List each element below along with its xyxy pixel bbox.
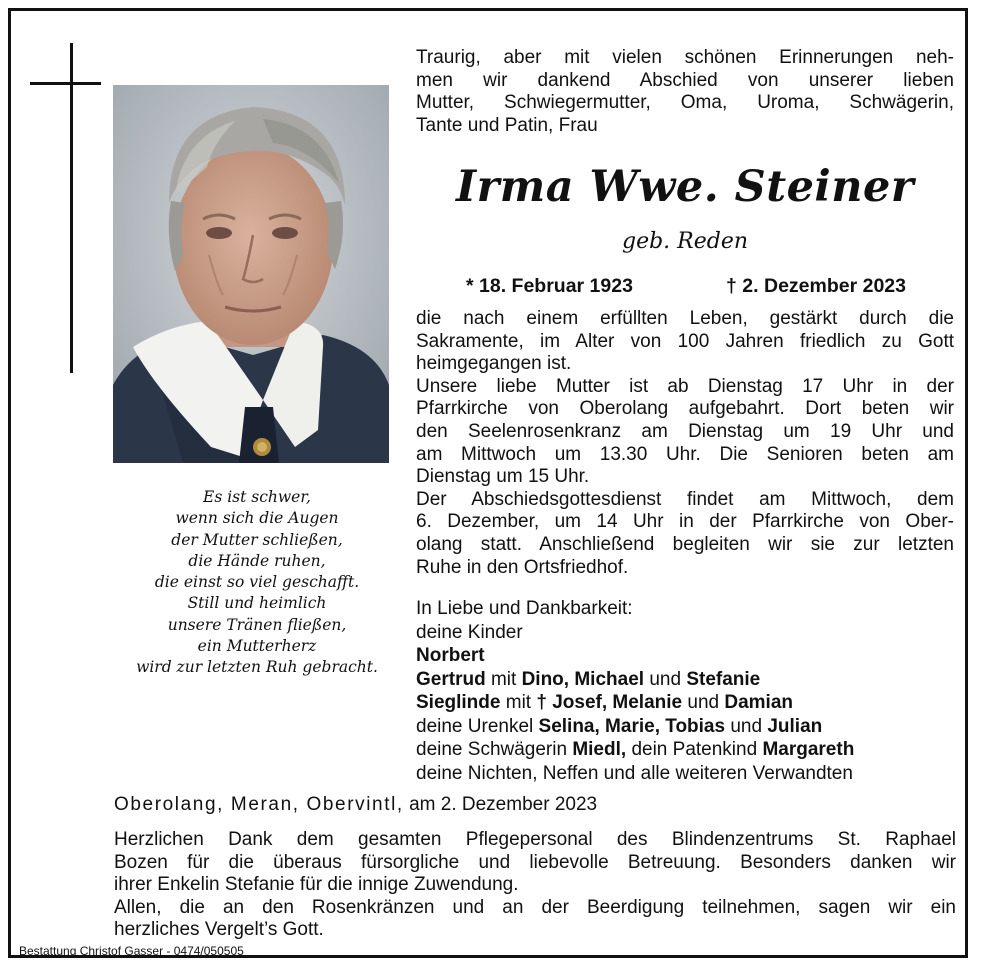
body-line: Pfarrkirche von Oberolang aufgebahrt. Dort beten wir (416, 398, 954, 420)
mourner-name: Gertrud (416, 668, 486, 690)
mourner-name: Damian (724, 692, 793, 713)
life-dates (466, 273, 906, 299)
mourners-list (416, 597, 954, 785)
announcement-text (416, 308, 954, 579)
intro-line: men wir dankend Abschied von unserer lieben (416, 69, 954, 91)
mourner-name: † Josef, Melanie (536, 692, 683, 713)
mourner-name: Sieglinde (416, 692, 501, 713)
body-line: Der Abschiedsgottesdienst findet am Mittwoch, dem (416, 488, 954, 510)
mourner-line (416, 738, 954, 762)
poem-line: die Hände ruhen, (188, 551, 326, 570)
body-line: olang statt. Anschließend begleiten wir sie zur letzten (416, 533, 954, 555)
mourner-name: Miedl, (572, 739, 627, 760)
poem-line: wenn sich die Augen (175, 509, 339, 528)
birth-name: geb. Reden (621, 229, 749, 254)
body-line: Sakramente, im Alter von 100 Jahren friedlich zu Gott (416, 330, 954, 352)
relation-label: deine Urenkel (416, 715, 534, 737)
relation-label: dein Patenkind (631, 739, 758, 760)
thanks-text (114, 829, 956, 942)
mourner-line: deine Nichten, Neffen und alle weiteren Verwandten (416, 762, 853, 784)
body-line: heimgegangen ist. (416, 353, 572, 375)
body-line: Ruhe in den Ortsfriedhof. (416, 556, 629, 578)
mourner-name: Margareth (762, 739, 855, 760)
death-date: † 2. Dezember 2023 (726, 275, 906, 297)
places: Oberolang, Meran, Obervintl, (114, 794, 404, 815)
thanks-line: herzliches Vergelt’s Gott. (114, 919, 324, 941)
funeral-home-credit: Bestattung Christof Gasser - 0474/050505 (19, 944, 244, 958)
poem-line: wird zur letzten Ruh gebracht. (136, 658, 378, 677)
obituary-notice (8, 8, 968, 958)
connector-text: und (687, 692, 720, 713)
cross-icon-bar (30, 82, 101, 85)
place-and-date (114, 793, 714, 817)
mourner-line (416, 644, 954, 668)
thanks-line: Herzlichen Dank dem gesamten Pflegepersonal des Blindenzentrums St. Raphael (114, 829, 956, 850)
connector-text: mit (490, 668, 517, 690)
mourner-line (416, 715, 954, 739)
mourner-line (416, 668, 954, 692)
cross-icon (70, 43, 73, 373)
poem-line: die einst so viel geschafft. (154, 573, 360, 592)
intro-line: Tante und Patin, Frau (416, 114, 598, 136)
portrait-photo (113, 85, 389, 463)
relation-label: deine Schwägerin (416, 739, 568, 760)
mourner-name: Dino, Michael (521, 668, 645, 690)
connector-text: mit (505, 692, 532, 713)
mourner-line (416, 691, 954, 715)
mourner-name: Stefanie (686, 668, 761, 690)
body-line: Unsere liebe Mutter ist ab Dienstag 17 Uhr in der (416, 375, 954, 397)
poem-line: ein Mutterherz (197, 637, 317, 656)
poem-line: der Mutter schließen, (171, 530, 343, 549)
birth-date: * 18. Februar 1923 (466, 275, 633, 297)
connector-text: und (649, 668, 682, 690)
mourner-name: Selina, Marie, Tobias (538, 715, 726, 737)
mourners-children-label: deine Kinder (416, 621, 523, 643)
thanks-line: ihrer Enkelin Stefanie für die innige Zuwendung. (114, 874, 519, 896)
notice-date: am 2. Dezember 2023 (409, 794, 598, 815)
deceased-name: Irma Wwe. Steiner (455, 162, 915, 212)
poem-line: Still und heimlich (187, 594, 327, 613)
mourners-intro: In Liebe und Dankbarkeit: (416, 598, 633, 619)
body-line: den Seelenrosenkranz am Dienstag um 19 Uhr und (416, 420, 954, 442)
thanks-line: Allen, die an den Rosenkränzen und an der Beerdigung teilnehmen, sagen wir ein (114, 896, 956, 918)
thanks-line: Bozen für die überaus fürsorgliche und liebevolle Betreuung. Besonders danken wir (114, 851, 956, 873)
mourner-name: Norbert (416, 645, 485, 666)
connector-text: und (730, 715, 763, 737)
intro-line: Traurig, aber mit vielen schönen Erinnerungen neh- (416, 47, 954, 68)
portrait-illustration (113, 85, 389, 463)
body-line: Dienstag um 15 Uhr. (416, 466, 590, 488)
mourner-name: Julian (767, 715, 823, 737)
body-line: die nach einem erfüllten Leben, gestärkt durch die (416, 308, 954, 329)
memorial-poem (107, 487, 407, 679)
body-line: am Mittwoch um 13.30 Uhr. Die Senioren beten am (416, 443, 954, 465)
body-line: 6. Dezember, um 14 Uhr in der Pfarrkirche von Ober- (416, 511, 954, 533)
intro-text (416, 47, 954, 137)
intro-line: Mutter, Schwiegermutter, Oma, Uroma, Schwägerin, (416, 92, 954, 114)
poem-line: Es ist schwer, (203, 488, 311, 506)
poem-line: unsere Tränen fließen, (167, 615, 347, 634)
